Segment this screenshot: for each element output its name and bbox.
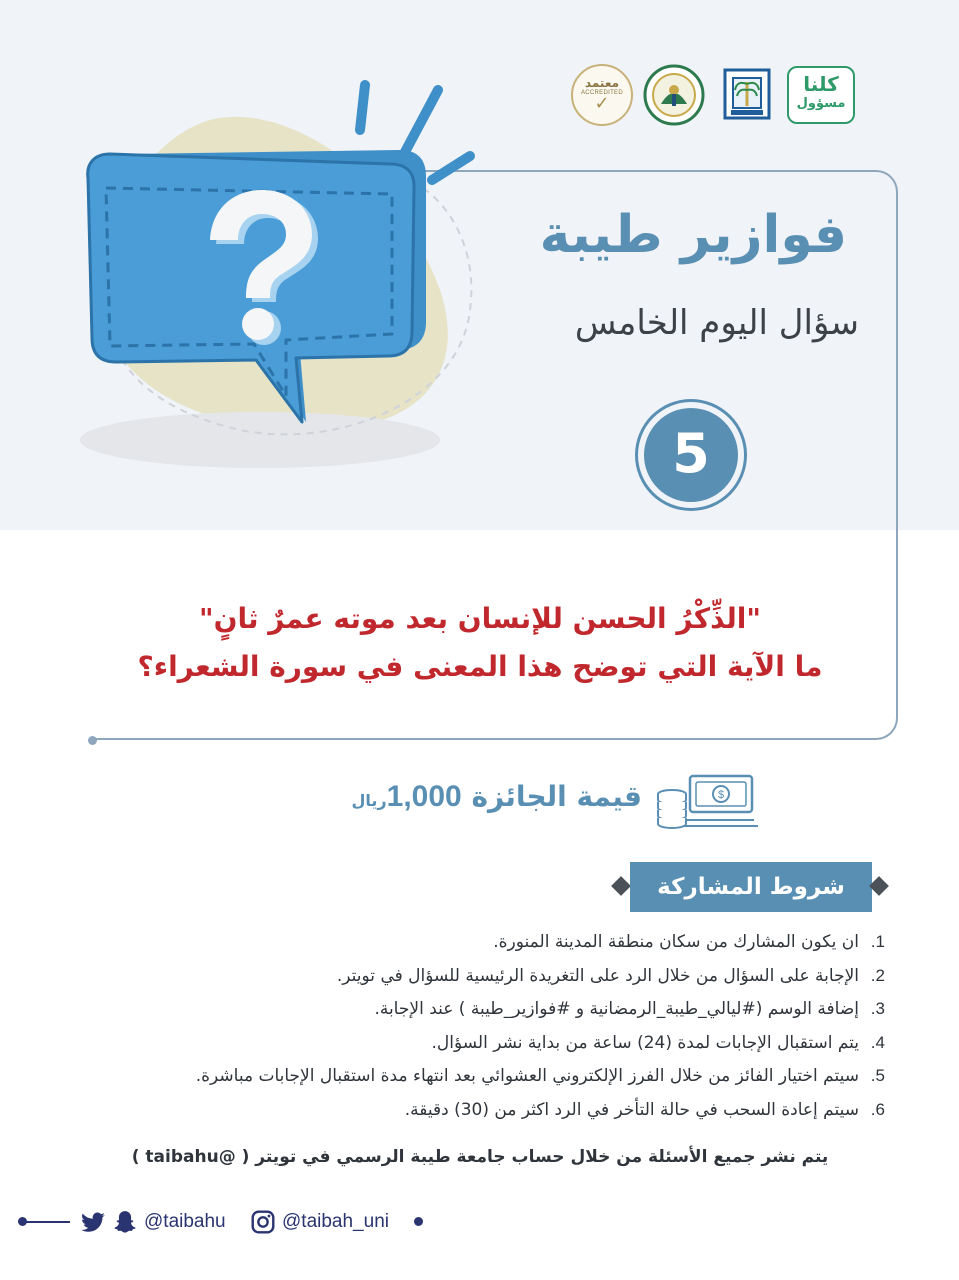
list-item bbox=[65, 932, 885, 966]
list-item bbox=[65, 999, 885, 1033]
page-title: فوازير طيبة bbox=[539, 205, 847, 265]
list-item bbox=[65, 1033, 885, 1067]
conditions-header bbox=[612, 862, 888, 912]
checkmark-icon: ✓ bbox=[594, 93, 610, 114]
list-item-text: يتم استقبال الإجابات لمدة (24) ساعة من بداية نشر السؤال. bbox=[431, 1032, 859, 1053]
list-item-number: 6. bbox=[870, 1099, 885, 1119]
instagram-group bbox=[250, 1205, 389, 1239]
masool-text: مسؤول bbox=[796, 96, 846, 111]
question-quote: "الذِّكْرُ الحسن للإنسان بعد موته عمرٌ ثانٍ" bbox=[199, 602, 761, 635]
conditions-list bbox=[65, 932, 885, 1133]
list-item-number: 2. bbox=[870, 965, 885, 985]
list-item bbox=[65, 966, 885, 1000]
question-prompt: ما الآية التي توضح هذا المعنى في سورة الشعراء؟ bbox=[137, 650, 823, 683]
accredited-seal-logo bbox=[571, 64, 633, 126]
diamond-icon bbox=[611, 876, 631, 896]
list-item bbox=[65, 1066, 885, 1100]
prize-section bbox=[300, 770, 760, 840]
prize-amount: 1,000 bbox=[386, 780, 462, 813]
instagram-icon[interactable] bbox=[250, 1209, 276, 1235]
money-stack-icon bbox=[654, 772, 758, 834]
footer-note: يتم نشر جميع الأسئلة من خلال حساب جامعة طيبة الرسمي في تويتر ( @taibahu ) bbox=[131, 1147, 829, 1167]
list-item-text: ان يكون المشارك من سكان منطقة المدينة المنورة. bbox=[493, 932, 859, 952]
partner-logos bbox=[565, 62, 861, 128]
list-item-text: سيتم إعادة السحب في حالة التأخر في الرد اكثر من (30) دقيقة. bbox=[404, 1099, 859, 1120]
kullna-text: كلنا bbox=[803, 72, 839, 96]
list-item-number: 1. bbox=[870, 932, 885, 951]
accredited-english-text: ACCREDITED bbox=[580, 90, 623, 96]
social-line-end-dot bbox=[414, 1217, 423, 1226]
accredited-arabic-text: معتمد bbox=[584, 76, 620, 90]
svg-text:$: $ bbox=[717, 789, 725, 801]
frame-end-dot bbox=[88, 736, 97, 745]
twitter-snapchat-handle[interactable]: @taibahu bbox=[144, 1211, 226, 1232]
snapchat-icon[interactable] bbox=[112, 1209, 138, 1235]
list-item-number: 5. bbox=[870, 1066, 885, 1085]
twitter-icon[interactable] bbox=[80, 1209, 106, 1235]
social-bar bbox=[0, 1205, 959, 1239]
prize-label: قيمة الجائزة bbox=[471, 780, 642, 813]
list-item-text: إضافة الوسم (#ليالي_طيبة_الرمضانية و #فوازير_طيبة ) عند الإجابة. bbox=[374, 999, 859, 1019]
speech-bubble-question-illustration bbox=[60, 70, 480, 490]
taibah-university-logo bbox=[717, 62, 777, 126]
instagram-handle[interactable]: @taibah_uni bbox=[282, 1211, 389, 1232]
social-divider-line bbox=[22, 1221, 70, 1223]
list-item-number: 3. bbox=[870, 999, 885, 1018]
conditions-title: شروط المشاركة bbox=[630, 862, 872, 912]
day-number-badge: 5 bbox=[638, 402, 744, 508]
page-subtitle: سؤال اليوم الخامس bbox=[574, 303, 859, 343]
hospital-association-logo bbox=[643, 64, 705, 126]
prize-text bbox=[352, 780, 642, 814]
prize-currency: ريال bbox=[351, 791, 387, 810]
list-item bbox=[65, 1100, 885, 1134]
twitter-snapchat-group bbox=[80, 1205, 226, 1239]
diamond-icon bbox=[869, 876, 889, 896]
list-item-text: سيتم اختيار الفائز من خلال الفرز الإلكتروني العشوائي بعد انتهاء مدة استقبال الإجابات مباشرة. bbox=[195, 1066, 859, 1086]
kullna-masool-logo bbox=[787, 66, 855, 124]
list-item-text: الإجابة على السؤال من خلال الرد على التغريدة الرئيسية للسؤال في تويتر. bbox=[336, 965, 859, 986]
list-item-number: 4. bbox=[870, 1032, 885, 1052]
